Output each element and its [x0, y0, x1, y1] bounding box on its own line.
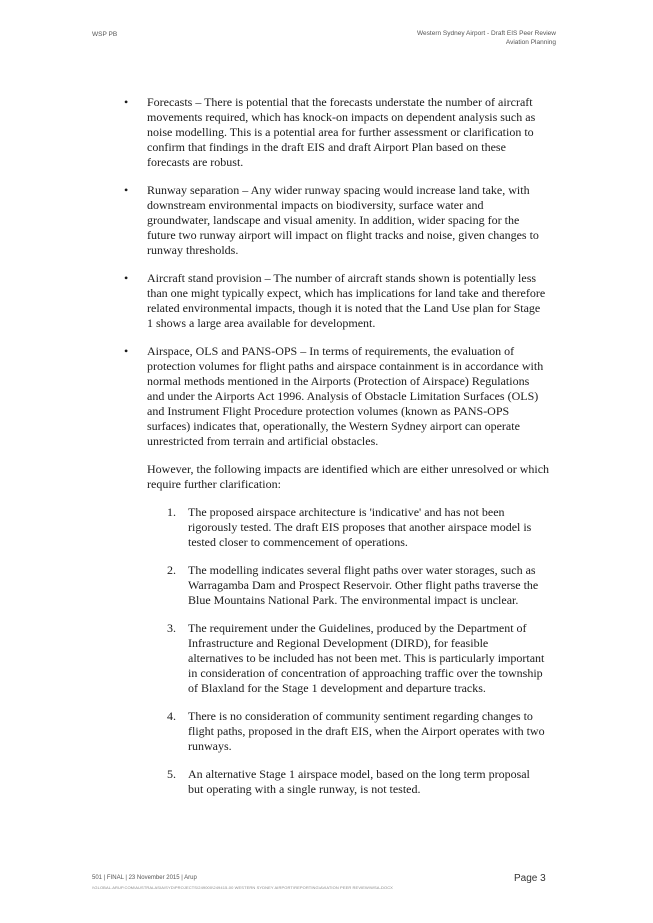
item-number: 1. — [167, 505, 176, 519]
item-text: The proposed airspace architecture is 'indicative' and has not been rigorously tested. The draft EIS proposes that another airspace model is tested closer to commencement of operations. — [188, 505, 532, 549]
bullet-marker: • — [124, 95, 129, 109]
item-text: An alternative Stage 1 airspace model, based on the long term proposal but operating with a single runway, is not tested. — [188, 767, 530, 796]
numbered-item — [167, 563, 545, 608]
bullet-aircraft-stand — [124, 271, 547, 331]
page-number: Page 3 — [514, 873, 546, 884]
item-number: 5. — [167, 767, 176, 781]
footer-reference: 501 | FINAL | 23 November 2015 | Arup — [92, 875, 197, 881]
however-paragraph: However, the following impacts are identified which are either unresolved or which require further clarification: — [147, 462, 550, 491]
bullet-airspace — [124, 344, 547, 449]
numbered-item — [167, 505, 545, 550]
numbered-item — [167, 709, 545, 754]
page-body — [0, 95, 653, 810]
item-text: The requirement under the Guidelines, produced by the Department of Infrastructure and Regional Development (DIRD), for feasible alternatives to be included has not been met. This is particularly important in consideration of concentration of approaching traffic over the township of Blaxland for the Stage 1 development and departure tracks. — [188, 621, 545, 695]
numbered-item — [167, 621, 545, 696]
item-text: The modelling indicates several flight paths over water storages, such as Warragamba Dam and Prospect Reservoir. Other flight paths traverse the Blue Mountains National Park. The environmental impact is unclear. — [188, 563, 539, 607]
header-subtitle: Aviation Planning — [505, 39, 556, 46]
item-number: 3. — [167, 621, 176, 635]
bullet-marker: • — [124, 183, 129, 197]
header-title: Western Sydney Airport - Draft EIS Peer Review — [417, 30, 556, 37]
bullet-forecasts — [124, 95, 547, 170]
item-number: 2. — [167, 563, 176, 577]
footer-file-path: \\GLOBAL.ARUP.COM\AUSTRALASIA\SYD\PROJECTS\249000\249415-00 WESTERN SYDNEY AIRPORT\REPORTING\AVIATION PEER REVIEW\WSA-DOCX — [92, 885, 393, 890]
bullet-runway-separation — [124, 183, 547, 258]
bullet-marker: • — [124, 344, 129, 358]
bullet-marker: • — [124, 271, 129, 285]
numbered-item — [167, 767, 545, 797]
bullet-text: Forecasts – There is potential that the forecasts understate the number of aircraft movements required, which has knock-on impacts on dependent analysis such as noise modelling. This is a potential area for further assessment or clarification to confirm that findings in the draft EIS and draft Airport Plan based on these forecasts are robust. — [147, 95, 536, 169]
item-number: 4. — [167, 709, 176, 723]
bullet-text: Airspace, OLS and PANS-OPS – In terms of requirements, the evaluation of protection volumes for flight paths and airspace containment is in accordance with normal methods mentioned in the Airports (Protection of Airspace) Regulations and under the Airports Act 1996. Analysis of Obstacle Limitation Surfaces (OLS) and Instrument Flight Procedure protection volumes (known as PANS-OPS surfaces) indicates that, operationally, the Western Sydney airport can operate unrestricted from terrain and artificial obstacles. — [147, 344, 544, 448]
item-text: There is no consideration of community sentiment regarding changes to flight paths, proposed in the draft EIS, when the Airport operates with two runways. — [188, 709, 545, 753]
header-left: WSP PB — [92, 31, 118, 38]
bullet-text: Aircraft stand provision – The number of aircraft stands shown is potentially less than one might typically expect, which has implications for land take and therefore related environmental impacts, though it is noted that the Land Use plan for Stage 1 shows a large area available for development. — [147, 271, 546, 330]
bullet-text: Runway separation – Any wider runway spacing would increase land take, with downstream environmental impacts on biodiversity, surface water and groundwater, landscape and visual amenity. In addition, wider spacing for the future two runway airport will impact on flight tracks and noise, given changes to runway thresholds. — [147, 183, 539, 257]
header-right — [417, 29, 556, 47]
